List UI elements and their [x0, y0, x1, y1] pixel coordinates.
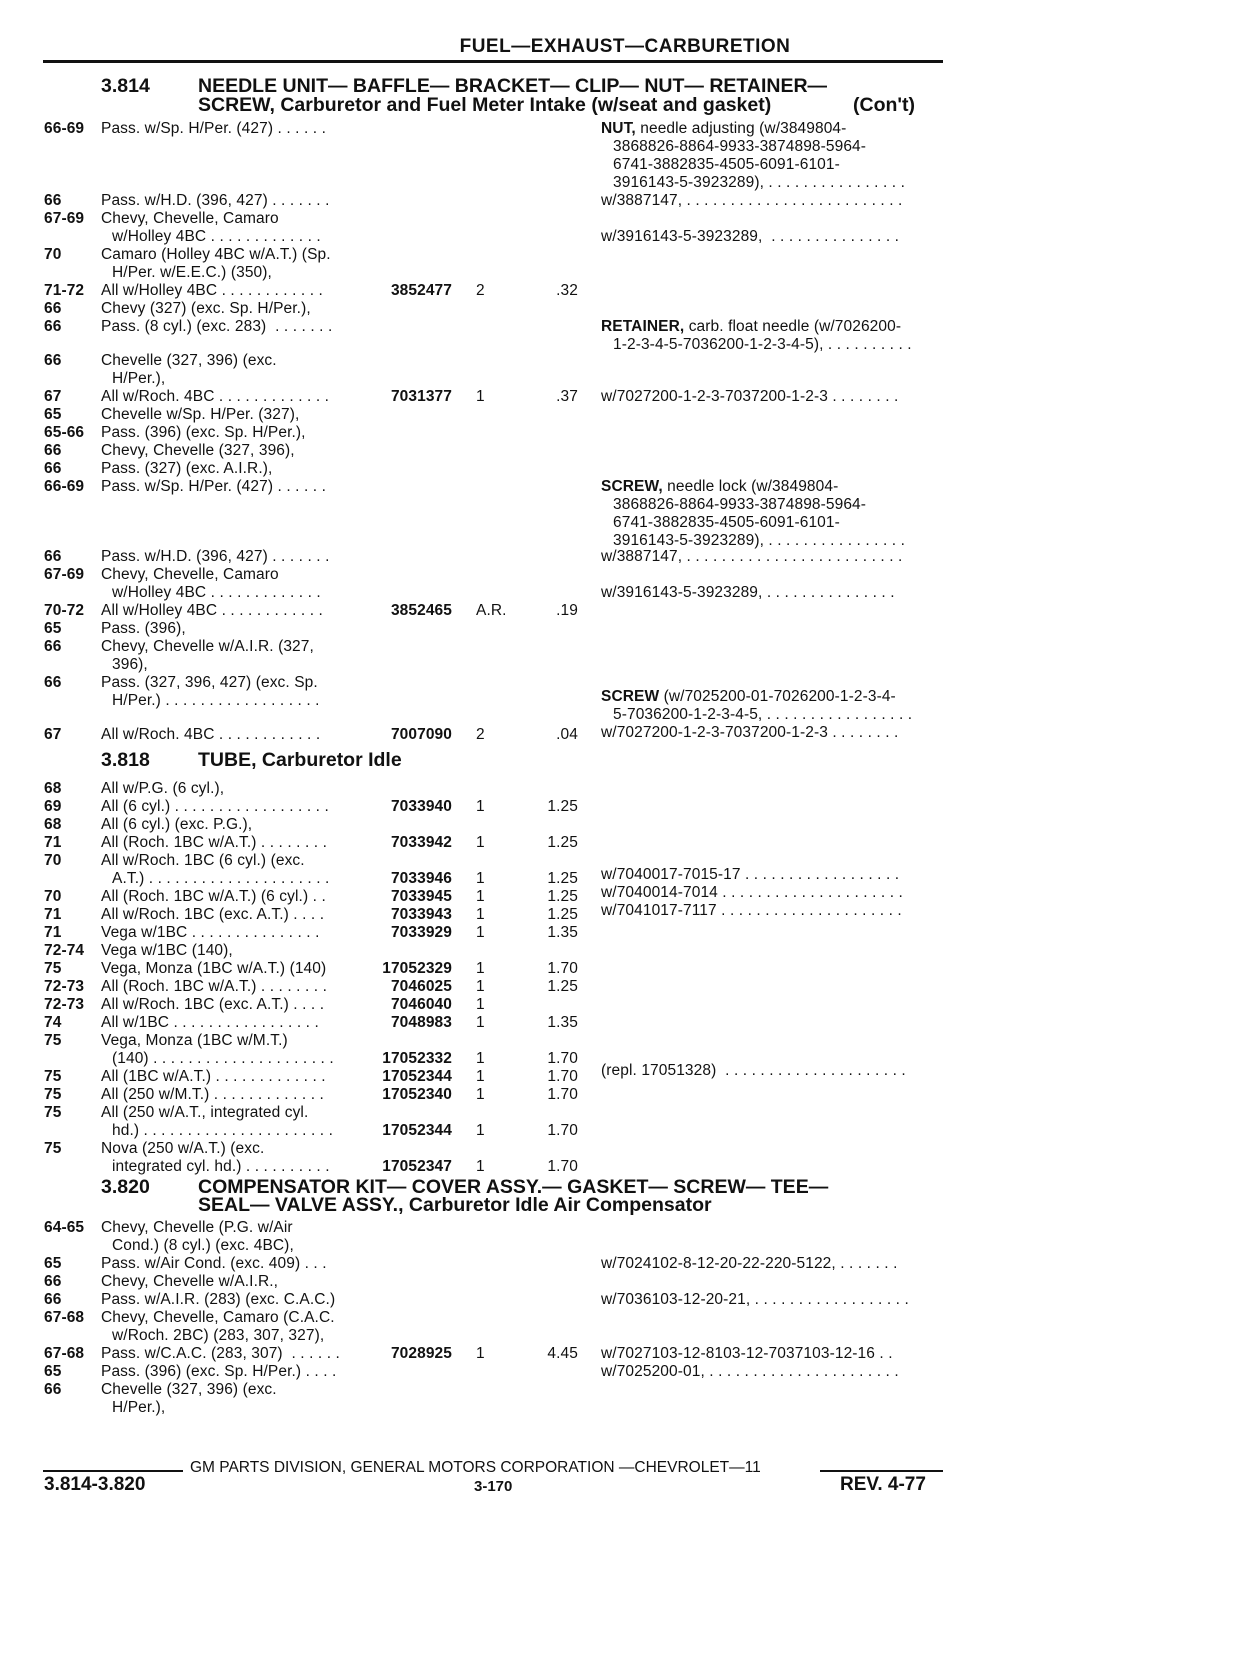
model-year: 64-65 — [44, 1219, 85, 1236]
model-year: 66 — [44, 548, 62, 565]
note-line — [601, 388, 898, 406]
application-description: All (6 cyl.) . . . . . . . . . . . . . . . . . . — [101, 798, 329, 815]
price: 1.25 — [547, 834, 578, 851]
note-line — [613, 138, 866, 156]
price: 1.70 — [547, 1086, 578, 1103]
note-line — [601, 902, 902, 920]
footer-rule-right — [820, 1470, 943, 1472]
note-part-name: RETAINER, — [601, 318, 685, 335]
note-line — [601, 318, 901, 336]
note-text: w/7027200-1-2-3-7037200-1-2-3 . . . . . . . . — [601, 388, 899, 405]
note-text: 3916143-5-3923289), . . . . . . . . . . . . . . . . — [613, 174, 906, 191]
note-line — [613, 706, 912, 724]
section-title: NEEDLE UNIT— BAFFLE— BRACKET— CLIP— NUT— RETAINER— — [198, 75, 828, 97]
model-year: 75 — [44, 1032, 62, 1049]
quantity: 1 — [476, 960, 485, 977]
note-line — [601, 192, 902, 210]
quantity: 1 — [476, 1122, 485, 1139]
quantity: 1 — [476, 1345, 485, 1362]
price: 1.25 — [547, 906, 578, 923]
note-line — [613, 174, 905, 192]
note-text: w/7024102-8-12-20-22-220-5122, . . . . . . . — [601, 1255, 898, 1272]
application-description: Camaro (Holley 4BC w/A.T.) (Sp. — [101, 246, 331, 263]
note-text: w/7040014-7014 . . . . . . . . . . . . . . . . . . . . . — [601, 884, 903, 901]
price: .19 — [556, 602, 578, 619]
note-line — [601, 724, 898, 742]
quantity: 1 — [476, 388, 485, 405]
note-text: 3916143-5-3923289), . . . . . . . . . . . . . . . . — [613, 532, 906, 549]
application-description: Pass. (327) (exc. A.I.R.), — [101, 460, 273, 477]
note-line — [601, 548, 902, 566]
quantity: 1 — [476, 888, 485, 905]
application-description: Pass. w/Sp. H/Per. (427) . . . . . . — [101, 478, 326, 495]
quantity: 1 — [476, 1014, 485, 1031]
application-description: Chevy (327) (exc. Sp. H/Per.), — [101, 300, 311, 317]
note-line — [601, 1363, 899, 1381]
application-description: Chevelle w/Sp. H/Per. (327), — [101, 406, 300, 423]
note-text: 6741-3882835-4505-6091-6101- — [613, 156, 840, 173]
note-line — [613, 496, 866, 514]
application-description: Vega, Monza (1BC w/M.T.) — [101, 1032, 288, 1049]
model-year: 65-66 — [44, 424, 85, 441]
note-line — [601, 228, 899, 246]
quantity: 1 — [476, 870, 485, 887]
model-year: 66 — [44, 1273, 62, 1290]
part-number: 17052347 — [382, 1158, 452, 1175]
model-year: 65 — [44, 1255, 62, 1272]
note-text: w/7025200-01, . . . . . . . . . . . . . . . . . . . . . . — [601, 1363, 899, 1380]
application-description: Chevy, Chevelle (327, 396), — [101, 442, 295, 459]
application-description: All w/Roch. 1BC (exc. A.T.) . . . . — [101, 906, 325, 923]
note-text: w/7027103-12-8103-12-7037103-12-16 . . — [601, 1345, 893, 1362]
application-description: integrated cyl. hd.) . . . . . . . . . . — [112, 1158, 330, 1175]
model-year: 75 — [44, 1086, 62, 1103]
model-year: 70 — [44, 852, 62, 869]
note-text: w/3887147, . . . . . . . . . . . . . . . . . . . . . . . . . — [601, 192, 903, 209]
note-text: 1-2-3-4-5-7036200-1-2-3-4-5), . . . . . . . . . . — [613, 336, 912, 353]
model-year: 65 — [44, 406, 62, 423]
note-line — [601, 688, 896, 706]
application-description: w/Holley 4BC . . . . . . . . . . . . . — [112, 584, 321, 601]
header-rule — [43, 60, 943, 63]
section-number: 3.814 — [101, 75, 150, 97]
note-text: 3868826-8864-9933-3874898-5964- — [613, 496, 867, 513]
model-year: 70-72 — [44, 602, 85, 619]
note-line — [613, 514, 840, 532]
note-part-name: SCREW — [601, 688, 660, 705]
model-year: 66 — [44, 1291, 62, 1308]
quantity: 2 — [476, 282, 485, 299]
note-text: w/7041017-7117 . . . . . . . . . . . . . . . . . . . . . — [601, 902, 902, 919]
model-year: 65 — [44, 1363, 62, 1380]
section-number: 3.820 — [101, 1176, 150, 1198]
application-description: Vega, Monza (1BC w/A.T.) (140) — [101, 960, 327, 977]
model-year: 75 — [44, 1068, 62, 1085]
application-description: Chevelle (327, 396) (exc. — [101, 352, 277, 369]
quantity: A.R. — [476, 602, 507, 619]
application-description: All w/Roch. 4BC . . . . . . . . . . . . . — [101, 388, 330, 405]
section-title-continued: SCREW, Carburetor and Fuel Meter Intake (w/seat and gasket) — [198, 94, 772, 116]
note-text: 5-7036200-1-2-3-4-5, . . . . . . . . . . . . . . . . . — [613, 706, 913, 723]
section-number: 3.818 — [101, 749, 150, 771]
model-year: 66-69 — [44, 478, 85, 495]
note-text: 3868826-8864-9933-3874898-5964- — [613, 138, 867, 155]
application-description: H/Per.), — [112, 1399, 166, 1416]
part-number: 7031377 — [390, 388, 452, 405]
footer-publisher: GM PARTS DIVISION, GENERAL MOTORS CORPORATION —CHEVROLET—11 — [190, 1459, 761, 1476]
price: 1.70 — [547, 1050, 578, 1067]
application-description: Nova (250 w/A.T.) (exc. — [101, 1140, 265, 1157]
model-year: 66 — [44, 318, 62, 335]
application-description: Chevy, Chevelle, Camaro — [101, 566, 279, 583]
model-year: 66 — [44, 460, 62, 477]
application-description: Chevy, Chevelle w/A.I.R. (327, — [101, 638, 314, 655]
quantity: 1 — [476, 1068, 485, 1085]
price: 1.25 — [547, 888, 578, 905]
price: .37 — [556, 388, 578, 405]
application-description: Chevelle (327, 396) (exc. — [101, 1381, 277, 1398]
quantity: 1 — [476, 924, 485, 941]
note-text: needle adjusting (w/3849804- — [635, 120, 847, 137]
quantity: 1 — [476, 996, 485, 1013]
model-year: 66 — [44, 300, 62, 317]
model-year: 71-72 — [44, 282, 85, 299]
part-number: 17052329 — [382, 960, 452, 977]
page-header-title: FUEL—EXHAUST—CARBURETION — [459, 36, 791, 57]
note-line — [601, 584, 895, 602]
model-year: 66-69 — [44, 120, 85, 137]
application-description: All w/Roch. 4BC . . . . . . . . . . . . — [101, 726, 321, 743]
application-description: (140) . . . . . . . . . . . . . . . . . . . . . — [112, 1050, 334, 1067]
note-text: w/3916143-5-3923289, . . . . . . . . . . . . . . . — [601, 228, 900, 245]
part-number: 7007090 — [390, 726, 452, 743]
application-description: Pass. (396) (exc. Sp. H/Per.), — [101, 424, 306, 441]
price: 1.25 — [547, 798, 578, 815]
part-number: 7046025 — [390, 978, 452, 995]
model-year: 67-69 — [44, 210, 85, 227]
note-part-name: SCREW, — [601, 478, 663, 495]
part-number: 7046040 — [390, 996, 452, 1013]
application-description: Pass. w/Air Cond. (exc. 409) . . . — [101, 1255, 327, 1272]
quantity: 1 — [476, 798, 485, 815]
note-text: needle lock (w/3849804- — [662, 478, 839, 495]
application-description: Chevy, Chevelle, Camaro — [101, 210, 279, 227]
price: 1.70 — [547, 1122, 578, 1139]
price: 1.35 — [547, 1014, 578, 1031]
application-description: All w/Holley 4BC . . . . . . . . . . . . — [101, 282, 323, 299]
application-description: All w/Holley 4BC . . . . . . . . . . . . — [101, 602, 323, 619]
application-description: All (Roch. 1BC w/A.T.) (6 cyl.) . . — [101, 888, 326, 905]
note-line — [601, 884, 903, 902]
part-number: 7033940 — [390, 798, 452, 815]
part-number: 17052332 — [382, 1050, 452, 1067]
model-year: 75 — [44, 1140, 62, 1157]
application-description: Vega w/1BC . . . . . . . . . . . . . . . — [101, 924, 320, 941]
application-description: hd.) . . . . . . . . . . . . . . . . . . . . . . — [112, 1122, 333, 1139]
model-year: 69 — [44, 798, 62, 815]
note-line — [613, 336, 912, 354]
note-line — [601, 120, 846, 138]
note-text: carb. float needle (w/7026200- — [684, 318, 902, 335]
footer-revision: REV. 4-77 — [840, 1474, 926, 1495]
application-description: w/Holley 4BC . . . . . . . . . . . . . — [112, 228, 321, 245]
model-year: 66 — [44, 352, 62, 369]
application-description: Pass. (8 cyl.) (exc. 283) . . . . . . . — [101, 318, 333, 335]
section-title: COMPENSATOR KIT— COVER ASSY.— GASKET— SCREW— TEE— — [198, 1176, 829, 1198]
price: 1.70 — [547, 1068, 578, 1085]
price: 4.45 — [547, 1345, 578, 1362]
application-description: Pass. w/Sp. H/Per. (427) . . . . . . — [101, 120, 326, 137]
part-number: 17052344 — [382, 1122, 452, 1139]
footer-rule-left — [43, 1470, 183, 1472]
model-year: 67-68 — [44, 1309, 85, 1326]
price: 1.70 — [547, 1158, 578, 1175]
part-number: 7028925 — [390, 1345, 452, 1362]
model-year: 66 — [44, 442, 62, 459]
application-description: All w/Roch. 1BC (exc. A.T.) . . . . — [101, 996, 325, 1013]
note-line — [613, 156, 840, 174]
footer-section-range: 3.814-3.820 — [44, 1474, 146, 1495]
quantity: 1 — [476, 906, 485, 923]
application-description: A.T.) . . . . . . . . . . . . . . . . . . . . . — [112, 870, 330, 887]
note-line — [601, 866, 899, 884]
application-description: Chevy, Chevelle (P.G. w/Air — [101, 1219, 293, 1236]
section-title: TUBE, Carburetor Idle — [198, 749, 402, 771]
quantity: 1 — [476, 1050, 485, 1067]
section-title-continued: SEAL— VALVE ASSY., Carburetor Idle Air Compensator — [198, 1194, 712, 1216]
model-year: 66 — [44, 192, 62, 209]
model-year: 66 — [44, 674, 62, 691]
application-description: Pass. w/H.D. (396, 427) . . . . . . . — [101, 548, 330, 565]
application-description: All (6 cyl.) (exc. P.G.), — [101, 816, 253, 833]
application-description: H/Per. w/E.E.C.) (350), — [112, 264, 272, 281]
model-year: 67 — [44, 726, 62, 743]
quantity: 1 — [476, 834, 485, 851]
model-year: 68 — [44, 816, 62, 833]
model-year: 71 — [44, 906, 62, 923]
quantity: 1 — [476, 1158, 485, 1175]
application-description: Chevy, Chevelle w/A.I.R., — [101, 1273, 279, 1290]
model-year: 75 — [44, 960, 62, 977]
note-line — [601, 1255, 898, 1273]
note-part-name: NUT, — [601, 120, 636, 137]
model-year: 71 — [44, 924, 62, 941]
note-text: (repl. 17051328) . . . . . . . . . . . . . . . . . . . . . — [601, 1062, 906, 1079]
model-year: 74 — [44, 1014, 62, 1031]
application-description: H/Per.) . . . . . . . . . . . . . . . . . . — [112, 692, 320, 709]
quantity: 1 — [476, 978, 485, 995]
part-number: 7033946 — [390, 870, 452, 887]
quantity: 2 — [476, 726, 485, 743]
application-description: All (Roch. 1BC w/A.T.) . . . . . . . . — [101, 978, 328, 995]
model-year: 71 — [44, 834, 62, 851]
price: 1.25 — [547, 978, 578, 995]
note-line — [601, 1291, 909, 1309]
model-year: 72-73 — [44, 978, 85, 995]
application-description: Pass. (327, 396, 427) (exc. Sp. — [101, 674, 318, 691]
note-line — [601, 478, 838, 496]
application-description: w/Roch. 2BC) (283, 307, 327), — [112, 1327, 325, 1344]
model-year: 67 — [44, 388, 62, 405]
note-text: w/7036103-12-20-21, . . . . . . . . . . . . . . . . . . — [601, 1291, 909, 1308]
model-year: 66 — [44, 638, 62, 655]
note-text: w/3887147, . . . . . . . . . . . . . . . . . . . . . . . . . — [601, 548, 903, 565]
note-text: w/3916143-5-3923289, . . . . . . . . . . . . . . . — [601, 584, 895, 601]
application-description: Pass. w/C.A.C. (283, 307) . . . . . . — [101, 1345, 340, 1362]
part-number: 3852465 — [390, 602, 452, 619]
quantity: 1 — [476, 1086, 485, 1103]
part-number: 7033929 — [390, 924, 452, 941]
note-line — [601, 1345, 893, 1363]
price: .04 — [556, 726, 578, 743]
note-line — [601, 1062, 906, 1080]
footer-page-number: 3-170 — [474, 1478, 513, 1495]
application-description: Cond.) (8 cyl.) (exc. 4BC), — [112, 1237, 294, 1254]
part-number: 3852477 — [390, 282, 452, 299]
note-text: w/7040017-7015-17 . . . . . . . . . . . . . . . . . . — [601, 866, 900, 883]
application-description: H/Per.), — [112, 370, 166, 387]
model-year: 75 — [44, 1104, 62, 1121]
part-number: 7033943 — [390, 906, 452, 923]
application-description: 396), — [112, 656, 148, 673]
application-description: All w/Roch. 1BC (6 cyl.) (exc. — [101, 852, 305, 869]
note-text: (w/7025200-01-7026200-1-2-3-4- — [659, 688, 896, 705]
application-description: Pass. w/H.D. (396, 427) . . . . . . . — [101, 192, 330, 209]
application-description: All (Roch. 1BC w/A.T.) . . . . . . . . — [101, 834, 328, 851]
application-description: All (250 w/M.T.) . . . . . . . . . . . . . — [101, 1086, 324, 1103]
application-description: Pass. (396) (exc. Sp. H/Per.) . . . . — [101, 1363, 337, 1380]
application-description: All w/1BC . . . . . . . . . . . . . . . . . — [101, 1014, 319, 1031]
section-continued-label: (Con't) — [853, 94, 916, 116]
application-description: Pass. w/A.I.R. (283) (exc. C.A.C.) — [101, 1291, 336, 1308]
model-year: 66 — [44, 1381, 62, 1398]
model-year: 70 — [44, 888, 62, 905]
model-year: 67-69 — [44, 566, 85, 583]
model-year: 68 — [44, 780, 62, 797]
part-number: 7033942 — [390, 834, 452, 851]
model-year: 67-68 — [44, 1345, 85, 1362]
part-number: 17052344 — [382, 1068, 452, 1085]
model-year: 65 — [44, 620, 62, 637]
note-text: 6741-3882835-4505-6091-6101- — [613, 514, 840, 531]
note-text: w/7027200-1-2-3-7037200-1-2-3 . . . . . . . . — [601, 724, 899, 741]
application-description: Vega w/1BC (140), — [101, 942, 233, 959]
application-description: All (250 w/A.T., integrated cyl. — [101, 1104, 309, 1121]
model-year: 72-74 — [44, 942, 85, 959]
price: .32 — [556, 282, 578, 299]
price: 1.25 — [547, 870, 578, 887]
part-number: 7048983 — [390, 1014, 452, 1031]
application-description: All (1BC w/A.T.) . . . . . . . . . . . . . — [101, 1068, 326, 1085]
application-description: All w/P.G. (6 cyl.), — [101, 780, 225, 797]
application-description: Chevy, Chevelle, Camaro (C.A.C. — [101, 1309, 335, 1326]
part-number: 7033945 — [390, 888, 452, 905]
model-year: 72-73 — [44, 996, 85, 1013]
price: 1.35 — [547, 924, 578, 941]
part-number: 17052340 — [382, 1086, 452, 1103]
application-description: Pass. (396), — [101, 620, 186, 637]
price: 1.70 — [547, 960, 578, 977]
model-year: 70 — [44, 246, 62, 263]
